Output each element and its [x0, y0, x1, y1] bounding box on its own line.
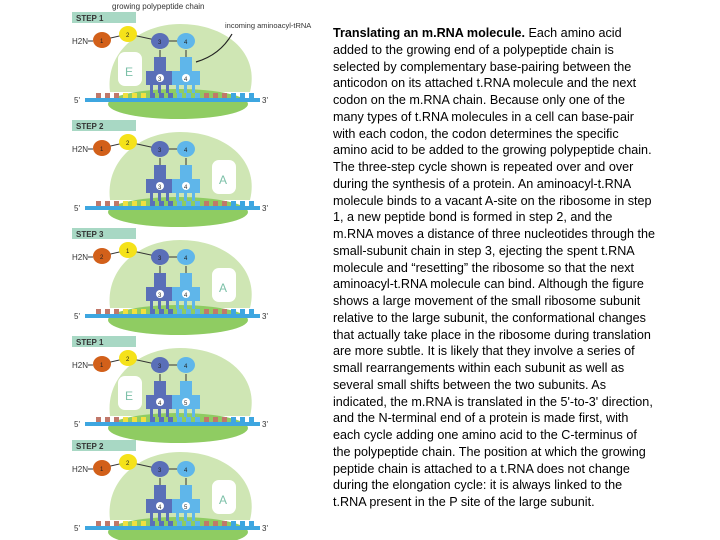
amino-acid-number: 4 [184, 364, 188, 370]
codon-base [222, 417, 227, 422]
caption-title: Translating an m.RNA molecule. [333, 26, 525, 40]
caption-line: 1, a new peptide bond is formed in step 2, and the [333, 210, 613, 225]
caption-line: that actually take place in the ribosome during translation [333, 327, 651, 342]
amino-acid-number: 2 [126, 461, 130, 467]
caption-line: aminoacyl-t.RNA molecule can bind. Although the figure [333, 277, 644, 292]
incoming-trna-label: incoming aminoacyl-tRNA [225, 21, 312, 30]
mrna-strand [85, 422, 260, 426]
codon-base [123, 521, 128, 526]
caption-text [333, 25, 655, 511]
amino-acid-number: 2 [126, 33, 130, 39]
codon-base [249, 201, 254, 206]
anticodon-base [176, 513, 179, 521]
step-label: STEP 1 [76, 338, 104, 347]
codon-base [186, 309, 191, 314]
codon-base [249, 309, 254, 314]
step-label: STEP 3 [76, 230, 104, 239]
amino-acid-number: 3 [158, 256, 162, 262]
panel-3 [72, 228, 268, 335]
anticodon-base [176, 193, 179, 201]
anticodon-base [176, 301, 179, 309]
caption-line: are more subtle. It is likely that they involve a series of [333, 344, 635, 359]
caption-line: relative to the large subunit, the conformational changes [333, 310, 646, 325]
codon-base [96, 201, 101, 206]
anticodon-base [150, 409, 153, 417]
amino-acid-number: 3 [158, 468, 162, 474]
codon-base [186, 201, 191, 206]
caption-line: added to the growing end of a polypeptide chain is [333, 42, 614, 57]
anticodon-base [166, 301, 169, 309]
caption-line: several small shifts between the two subunits. As [333, 377, 606, 392]
codon-base [222, 521, 227, 526]
codon-base [177, 93, 182, 98]
n-terminus-label: H2N [72, 145, 89, 154]
caption-line: small rearrangements within each subunit as well as [333, 361, 625, 375]
codon-base [105, 201, 110, 206]
e-site-label: E [125, 389, 134, 403]
anticodon-base [158, 193, 161, 201]
codon-base [150, 521, 155, 526]
anticodon-base [184, 85, 187, 93]
amino-acid-number: 2 [126, 357, 130, 363]
growing-chain-label: growing polypeptide chain [112, 2, 205, 11]
trna-number: 4 [184, 77, 188, 83]
trna-number: 3 [158, 293, 162, 299]
n-terminus-label: H2N [72, 253, 89, 262]
five-prime-label: 5' [74, 420, 80, 429]
anticodon-base [166, 409, 169, 417]
panel-2 [72, 120, 268, 227]
codon-base [204, 201, 209, 206]
a-site-label: A [219, 281, 228, 295]
codon-base [240, 309, 245, 314]
anticodon-base [184, 301, 187, 309]
caption-line: shows a large movement of the small ribosome subunit [333, 294, 641, 308]
amino-acid-number: 3 [158, 148, 162, 154]
anticodon-base [166, 513, 169, 521]
amino-acid-number: 1 [100, 363, 104, 369]
codon-base [240, 93, 245, 98]
step-label: STEP 2 [76, 442, 104, 451]
caption-line: with each codon, the codon determines the specific [333, 126, 619, 141]
anticodon-base [192, 409, 195, 417]
translation-figure [60, 0, 312, 540]
codon-base [105, 521, 110, 526]
anticodon-base [192, 513, 195, 521]
codon-base [132, 201, 137, 206]
codon-base [159, 417, 164, 422]
codon-base [195, 309, 200, 314]
codon-base [222, 93, 227, 98]
anticodon-base [158, 85, 161, 93]
amino-acid-number: 2 [126, 141, 130, 147]
codon-base [150, 417, 155, 422]
codon-base [168, 201, 173, 206]
codon-base [222, 309, 227, 314]
codon-base [141, 93, 146, 98]
codon-base [213, 201, 218, 206]
caption-line: t.RNA present in the P site of the large subunit. [333, 495, 595, 509]
codon-base [150, 309, 155, 314]
n-terminus-label: H2N [72, 361, 89, 370]
codon-base [150, 201, 155, 206]
anticodon-base [192, 193, 195, 201]
anticodon-base [166, 85, 169, 93]
codon-base [159, 309, 164, 314]
codon-base [114, 93, 119, 98]
trna-number: 4 [158, 401, 162, 407]
amino-acid-number: 1 [126, 249, 130, 255]
mrna-strand [85, 526, 260, 530]
codon-base [141, 521, 146, 526]
codon-base [240, 417, 245, 422]
a-site-label: A [219, 493, 228, 507]
codon-base [249, 521, 254, 526]
codon-base [213, 417, 218, 422]
codon-base [141, 309, 146, 314]
codon-base [186, 93, 191, 98]
caption-line: The three-step cycle shown is repeated over and over [333, 160, 634, 174]
amino-acid-number: 1 [100, 147, 104, 153]
three-prime-label: 3' [262, 96, 268, 105]
codon-base [96, 309, 101, 314]
codon-base [204, 309, 209, 314]
caption-line: amino acid to be added to the growing polypeptide chain. [333, 143, 652, 158]
trna-number: 5 [184, 505, 188, 511]
codon-base [177, 521, 182, 526]
codon-base [159, 201, 164, 206]
anticodon-base [150, 85, 153, 93]
anticodon-base [184, 409, 187, 417]
codon-base [213, 309, 218, 314]
codon-base [150, 93, 155, 98]
trna-number: 3 [158, 77, 162, 83]
codon-base [240, 521, 245, 526]
codon-base [195, 201, 200, 206]
codon-base [231, 309, 236, 314]
caption-line: molecule binds to a vacant A-site on the ribosome in step [333, 193, 652, 208]
codon-base [114, 417, 119, 422]
amino-acid-number: 1 [100, 39, 104, 45]
amino-acid-number: 4 [184, 468, 188, 474]
caption-line: during the synthesis of a protein. An aminoacyl-t.RNA [333, 176, 632, 191]
caption-line: codon on the m.RNA chain. Because only one of the [333, 93, 625, 107]
codon-base [114, 521, 119, 526]
codon-base [132, 417, 137, 422]
amino-acid-number: 4 [184, 148, 188, 154]
codon-base [123, 309, 128, 314]
codon-base [204, 93, 209, 98]
mrna-strand [85, 98, 260, 102]
panel-5 [72, 440, 268, 540]
panel-4 [72, 336, 268, 443]
step-label: STEP 1 [76, 14, 104, 23]
amino-acid-number: 4 [184, 40, 188, 46]
codon-base [168, 417, 173, 422]
codon-base [141, 201, 146, 206]
codon-base [204, 521, 209, 526]
n-terminus-label: H2N [72, 465, 89, 474]
anticodon-base [192, 85, 195, 93]
step-label: STEP 2 [76, 122, 104, 131]
codon-base [177, 417, 182, 422]
codon-base [213, 521, 218, 526]
codon-base [159, 93, 164, 98]
amino-acid-number: 2 [100, 255, 104, 261]
caption-line: indicated, the m.RNA is translated in the 5'-to-3' direction, [333, 394, 653, 409]
codon-base [168, 93, 173, 98]
anticodon-base [192, 301, 195, 309]
amino-acid-number: 4 [184, 256, 188, 262]
codon-base [231, 201, 236, 206]
codon-base [123, 201, 128, 206]
caption-line: selected by complementary base-pairing between the [333, 59, 632, 74]
five-prime-label: 5' [74, 312, 80, 321]
codon-base [231, 521, 236, 526]
codon-base [105, 417, 110, 422]
amino-acid-number: 3 [158, 364, 162, 370]
codon-base [195, 417, 200, 422]
caption-line [333, 25, 655, 42]
anticodon-base [150, 513, 153, 521]
caption-first-line: Each amino acid [524, 26, 622, 40]
five-prime-label: 5' [74, 96, 80, 105]
codon-base [177, 201, 182, 206]
trna-number: 5 [184, 401, 188, 407]
codon-base [186, 417, 191, 422]
mrna-strand [85, 314, 260, 318]
codon-base [249, 93, 254, 98]
codon-base [240, 201, 245, 206]
e-site-label: E [125, 65, 134, 79]
n-terminus-label: H2N [72, 37, 89, 46]
codon-base [168, 309, 173, 314]
anticodon-base [166, 193, 169, 201]
caption-line: small-subunit chain in step 3, ejecting the spent t.RNA [333, 243, 635, 258]
codon-base [195, 93, 200, 98]
anticodon-base [184, 513, 187, 521]
codon-base [168, 521, 173, 526]
codon-base [132, 309, 137, 314]
caption-line: during the elongation cycle: it is always linked to the [333, 478, 623, 493]
caption-line: each cycle adding one amino acid to the C-terminus of [333, 428, 637, 442]
codon-base [204, 417, 209, 422]
codon-base [186, 521, 191, 526]
five-prime-label: 5' [74, 204, 80, 213]
codon-base [105, 309, 110, 314]
caption-line: m.RNA moves a distance of three nucleotides through the [333, 227, 656, 241]
caption-line: peptide chain is attached to a t.RNA does not change [333, 461, 630, 476]
anticodon-base [176, 409, 179, 417]
anticodon-base [150, 193, 153, 201]
anticodon-base [150, 301, 153, 309]
a-site-label: A [219, 173, 228, 187]
codon-base [159, 521, 164, 526]
amino-acid-number: 1 [100, 467, 104, 473]
codon-base [177, 309, 182, 314]
caption-line: the polypeptide chain. The position at which the growing [333, 444, 646, 459]
codon-base [213, 93, 218, 98]
codon-base [114, 201, 119, 206]
caption-line: many types of t.RNA molecules in a cell can base-pair [333, 109, 634, 124]
codon-base [96, 417, 101, 422]
three-prime-label: 3' [262, 524, 268, 533]
three-prime-label: 3' [262, 420, 268, 429]
codon-base [195, 521, 200, 526]
codon-base [123, 93, 128, 98]
trna-number: 4 [158, 505, 162, 511]
mrna-strand [85, 206, 260, 210]
anticodon-base [184, 193, 187, 201]
codon-base [141, 417, 146, 422]
codon-base [132, 521, 137, 526]
codon-base [96, 93, 101, 98]
anticodon-base [176, 85, 179, 93]
trna-number: 4 [184, 293, 188, 299]
anticodon-base [158, 301, 161, 309]
codon-base [231, 417, 236, 422]
caption-line: molecule and “resetting” the ribosome so that the next [333, 260, 635, 275]
codon-base [231, 93, 236, 98]
five-prime-label: 5' [74, 524, 80, 533]
codon-base [105, 93, 110, 98]
three-prime-label: 3' [262, 312, 268, 321]
caption-line: and the N-terminal end of a protein is made first, with [333, 411, 629, 426]
codon-base [96, 521, 101, 526]
codon-base [132, 93, 137, 98]
trna-number: 3 [158, 185, 162, 191]
caption-line: anticodon on its attached t.RNA molecule and the next [333, 76, 637, 91]
anticodon-base [158, 513, 161, 521]
amino-acid-number: 3 [158, 40, 162, 46]
anticodon-base [158, 409, 161, 417]
codon-base [123, 417, 128, 422]
codon-base [222, 201, 227, 206]
codon-base [114, 309, 119, 314]
three-prime-label: 3' [262, 204, 268, 213]
codon-base [249, 417, 254, 422]
trna-number: 4 [184, 185, 188, 191]
